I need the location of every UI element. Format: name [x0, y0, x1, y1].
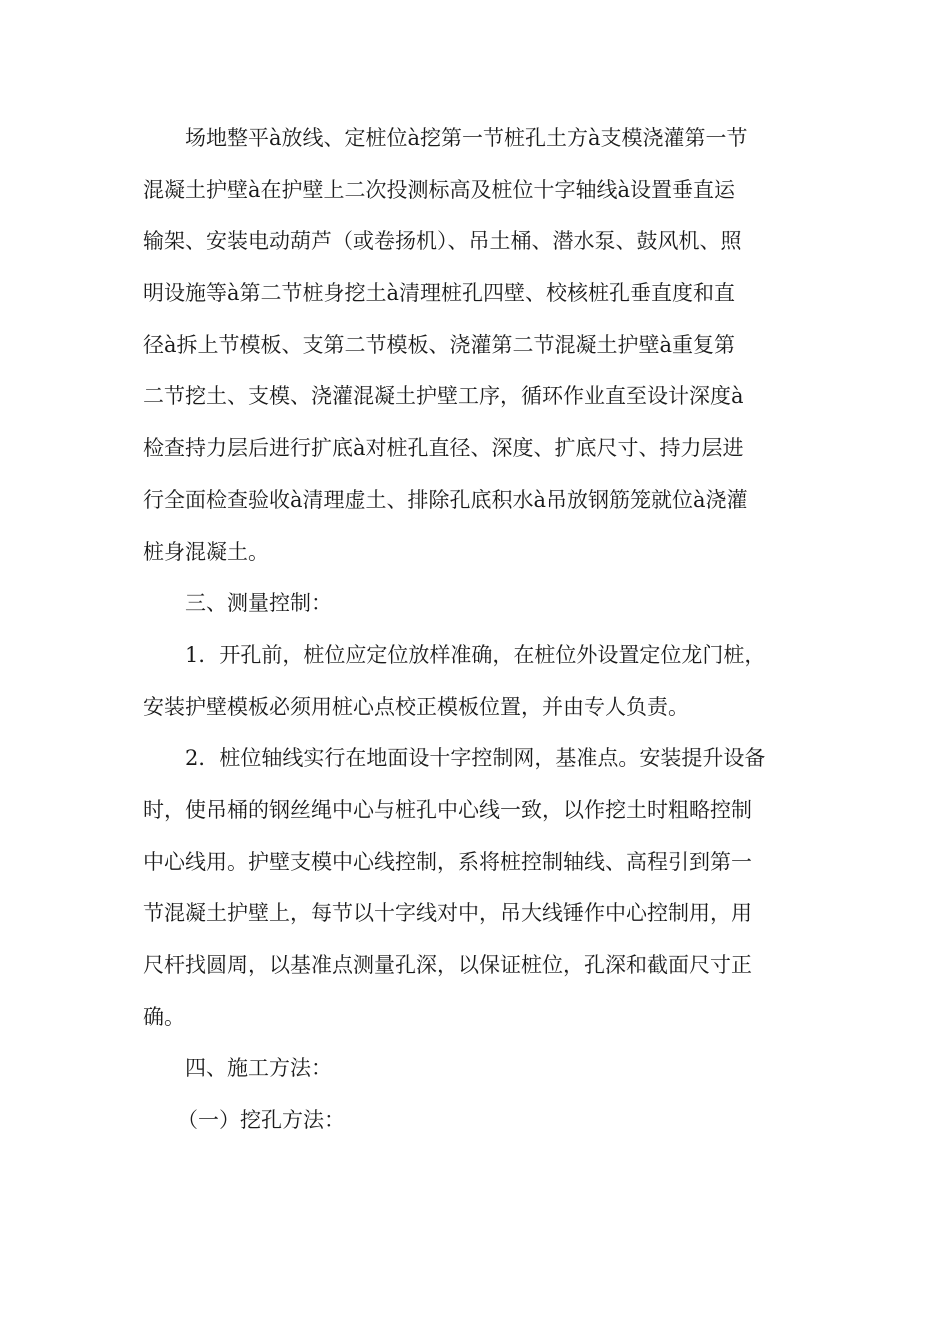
heading-text: 四、施工方法：	[185, 1056, 332, 1081]
text-line: 安装护壁模板必须用桩心点校正模板位置，并由专人负责。	[143, 694, 689, 719]
text-line: 1．开孔前，桩位应定位放样准确，在桩位外设置定位龙门桩，	[185, 642, 766, 667]
text-line: 确。	[143, 1004, 185, 1029]
section-heading-measurement-control	[143, 578, 807, 630]
text-line: 明设施等à第二节桩身挖土à清理桩孔四壁、校核桩孔垂直度和直	[143, 281, 736, 306]
text-line: 二节挖土、支模、浇灌混凝土护壁工序，循环作业直至设计深度à	[143, 384, 744, 409]
text-line: 混凝土护壁à在护壁上二次投测标高及桩位十字轴线à设置垂直运	[143, 177, 736, 202]
text-line: 行全面检查验收à清理虚土、排除孔底积水à吊放钢筋笼就位à浇灌	[143, 487, 748, 512]
text-line: 2．桩位轴线实行在地面设十字控制网，基准点。安装提升设备	[185, 746, 766, 771]
section-heading-construction-method	[143, 1043, 807, 1095]
sub-heading-excavation-method	[143, 1095, 807, 1147]
document-body	[143, 113, 807, 1147]
text-line: 径à拆上节模板、支第二节模板、浇灌第二节混凝土护壁à重复第	[143, 332, 736, 357]
list-item-2	[143, 733, 807, 1043]
text-line: 桩身混凝土。	[143, 539, 269, 564]
text-line: 输架、安装电动葫芦（或卷扬机）、吊土桶、潜水泵、鼓风机、照	[143, 229, 742, 254]
text-line: 检查持力层后进行扩底à对桩孔直径、深度、扩底尺寸、持力层进	[143, 436, 744, 461]
text-line: 场地整平à放线、定桩位à挖第一节桩孔土方à支模浇灌第一节	[185, 126, 748, 150]
heading-text: 三、测量控制：	[185, 591, 332, 616]
text-line: 时，使吊桶的钢丝绳中心与桩孔中心线一致，以作挖土时粗略控制	[143, 797, 752, 822]
text-line: 节混凝土护壁上，每节以十字线对中，吊大线锤作中心控制用，用	[143, 901, 752, 926]
paragraph-process-flow	[143, 113, 807, 578]
list-item-1	[143, 630, 807, 733]
text-line: 尺杆找圆周，以基准点测量孔深，以保证桩位，孔深和截面尺寸正	[143, 953, 752, 977]
text-line: 中心线用。护壁支模中心线控制，系将桩控制轴线、高程引到第一	[143, 849, 752, 874]
heading-text: （一）挖孔方法：	[177, 1108, 345, 1133]
